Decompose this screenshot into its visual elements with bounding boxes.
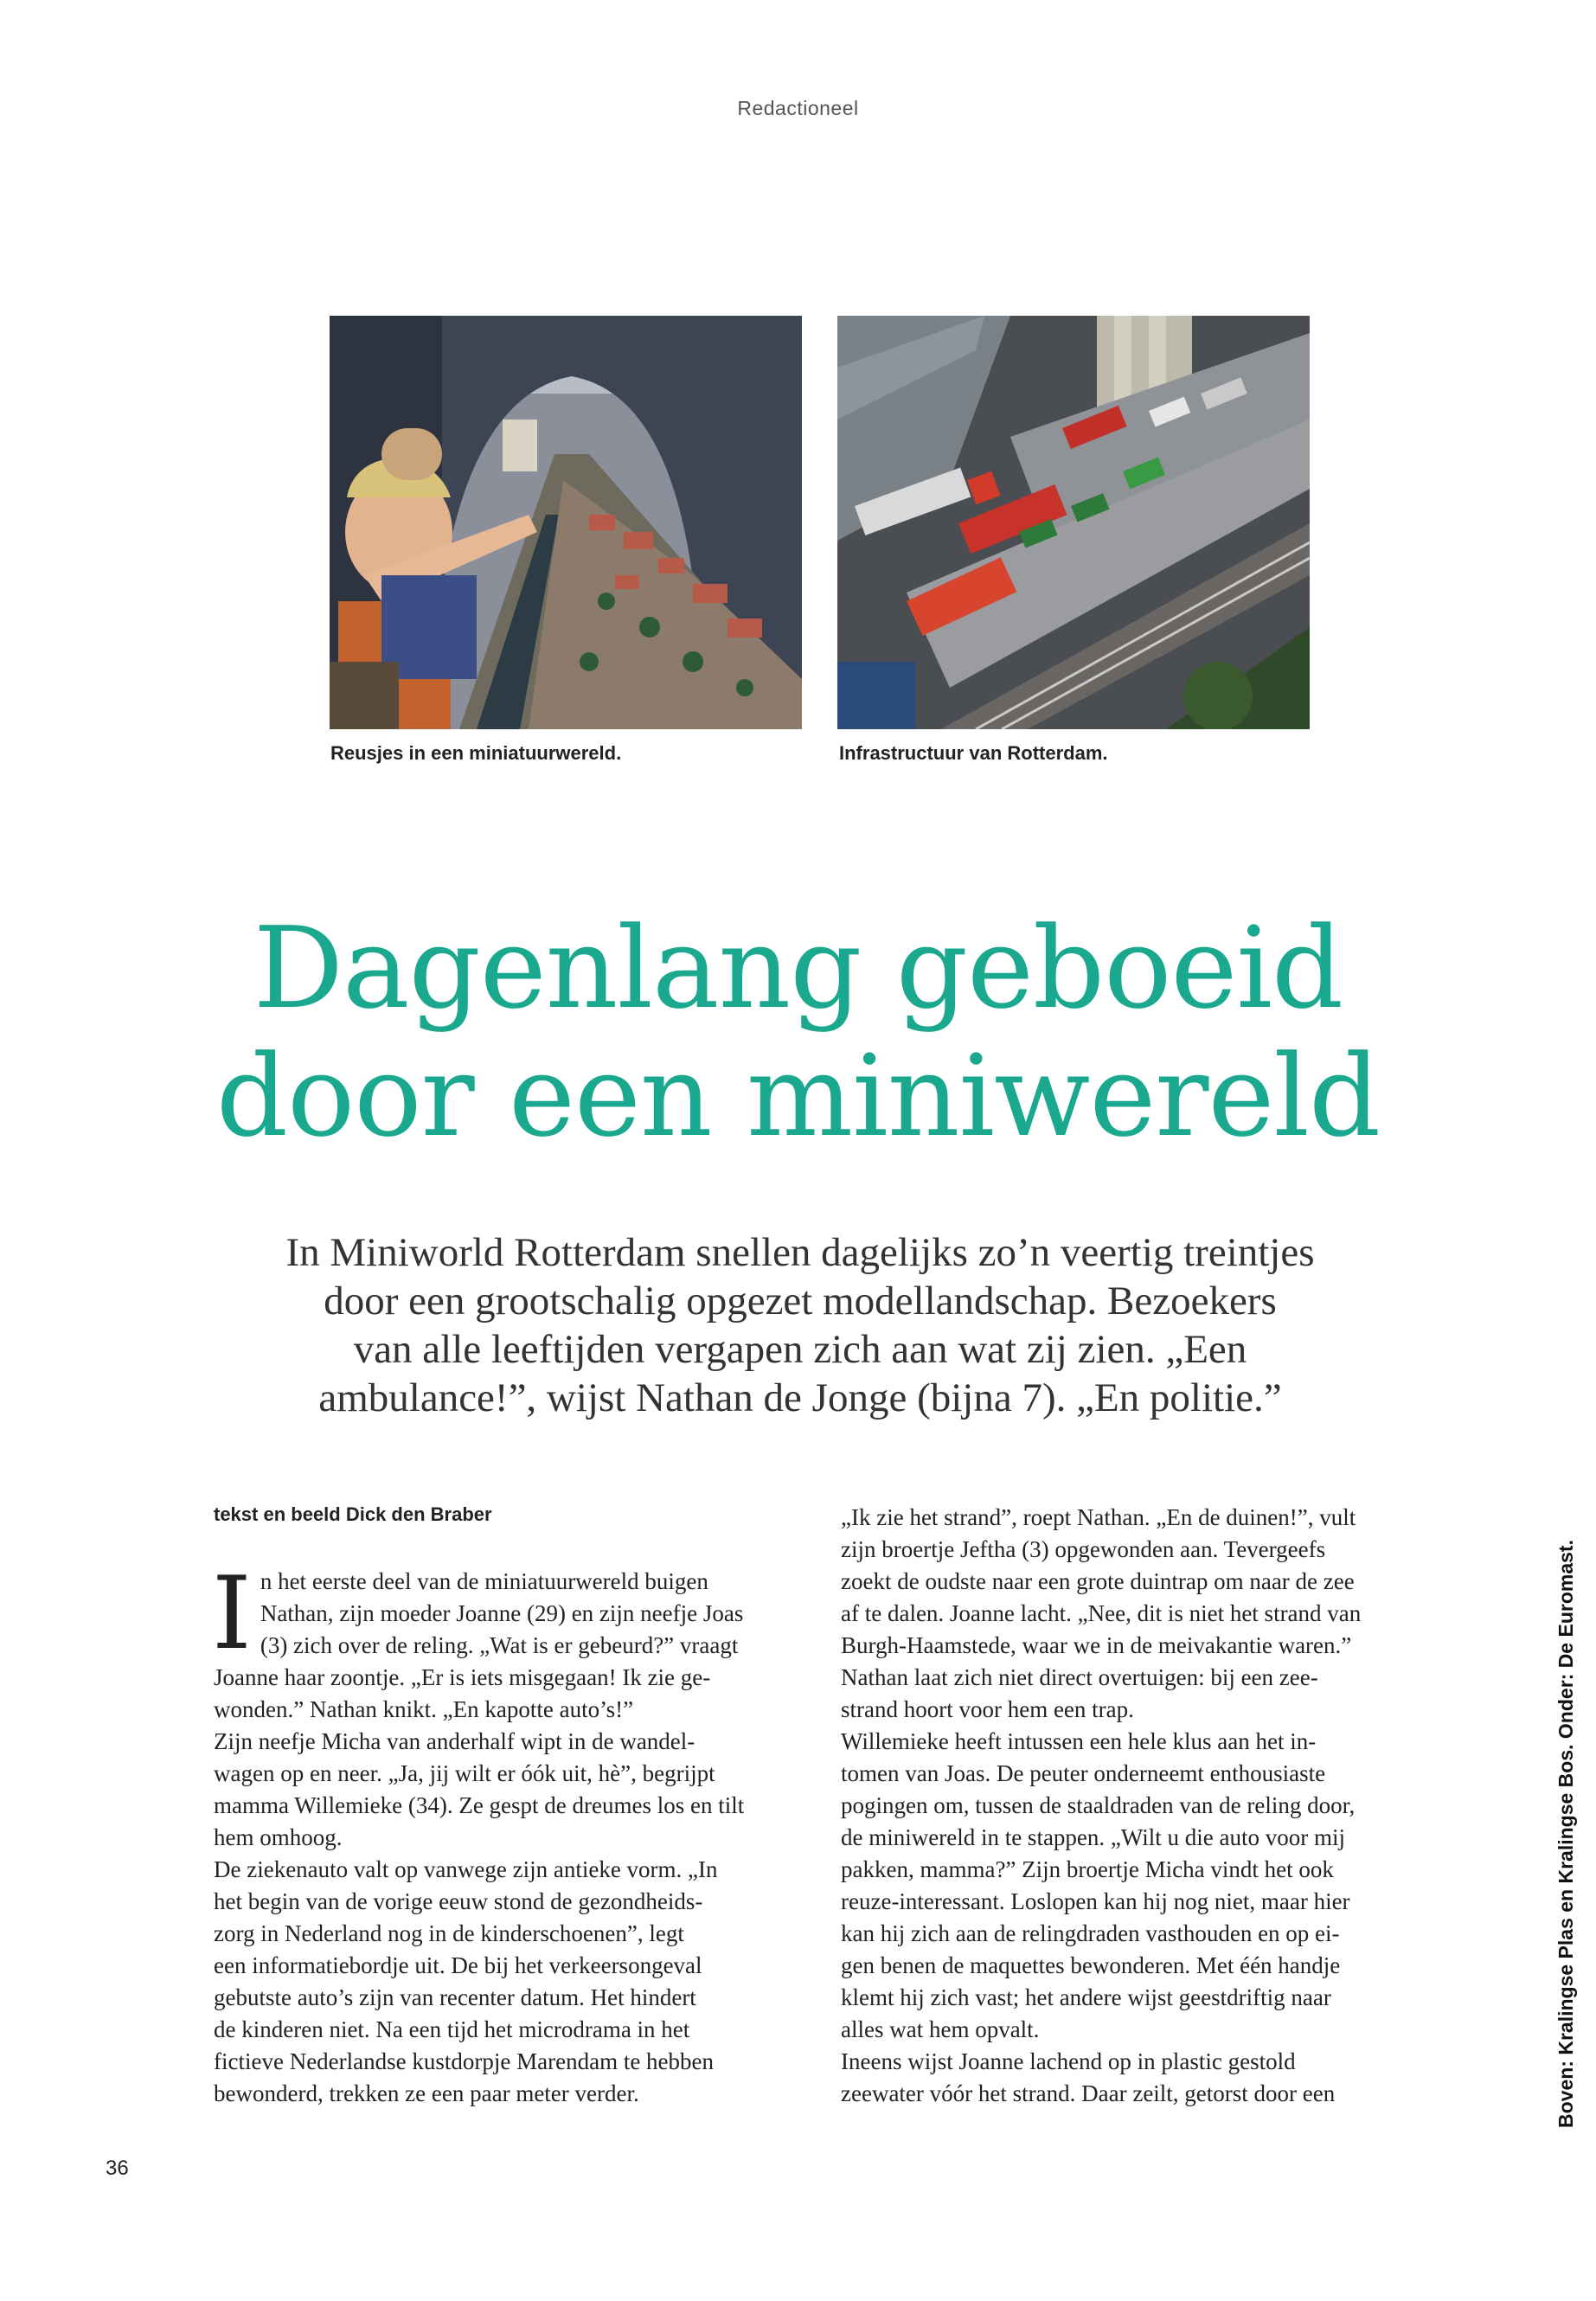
body-line: Willemieke heeft intussen een hele klus aan het in- [841, 1728, 1317, 1754]
body-line: Nathan, zijn moeder Joanne (29) en zijn neefje Joas [260, 1600, 744, 1626]
body-line: het begin van de vorige eeuw stond de gezondheids- [214, 1888, 703, 1914]
body-line: zijn broertje Jeftha (3) opgewonden aan. Tevergeefs [841, 1536, 1326, 1562]
body-line: Ineens wijst Joanne lachend op in plastic gestold [841, 2048, 1296, 2074]
photo-caption-left: Reusjes in een miniatuurwereld. [330, 742, 622, 764]
body-line: een informatiebordje uit. De bij het verkeersongeval [214, 1952, 702, 1978]
page-number: 36 [106, 2157, 129, 2180]
body-line: de kinderen niet. Na een tijd het microdrama in het [214, 2016, 690, 2042]
body-line: De ziekenauto valt op vanwege zijn antieke vorm. „In [214, 1856, 718, 1882]
body-line: de miniwereld in te stappen. „Wilt u die auto voor mij [841, 1824, 1346, 1850]
body-line: klemt hij zich vast; het andere wijst geestdriftig naar [841, 1984, 1331, 2010]
body-line: wagen op en neer. „Ja, jij wilt er óók uit, hè”, begrijpt [214, 1760, 715, 1786]
body-line: strand hoort voor hem een trap. [841, 1696, 1134, 1722]
body-line: (3) zich over de reling. „Wat is er gebeurd?” vraagt [260, 1632, 739, 1658]
photo-children-image [330, 316, 802, 729]
photo-caption-right: Infrastructuur van Rotterdam. [839, 742, 1108, 764]
body-line: zoekt de oudste naar een grote duintrap om naar de zee [841, 1568, 1355, 1594]
body-column-left [212, 1555, 811, 2110]
intro-line: door een grootschalig opgezet modellandschap. Bezoekers [324, 1279, 1277, 1324]
body-line: alles wat hem opvalt. [841, 2016, 1040, 2042]
body-column-right [841, 1502, 1438, 2110]
body-line: Joanne haar zoontje. „Er is iets misgegaan! Ik zie ge- [214, 1664, 711, 1690]
body-line: pakken, mamma?” Zijn broertje Micha vindt het ook [841, 1856, 1334, 1882]
body-line: reuze-interessant. Loslopen kan hij nog niet, maar hier [841, 1888, 1350, 1914]
intro-line: In Miniworld Rotterdam snellen dagelijks zo’n veertig treintjes [285, 1230, 1315, 1275]
drop-cap: I [212, 1555, 252, 1672]
photo-credit-vertical: Boven: Kralingse Plas en Kralingse Bos. Onder: De Euromast. [1554, 1540, 1577, 2128]
body-line: fictieve Nederlandse kustdorpje Marendam te hebben [214, 2048, 715, 2074]
body-line: gebutste auto’s zijn van recenter datum. Het hindert [214, 1984, 696, 2010]
photo-infrastructure-image [837, 316, 1310, 729]
body-line: pogingen om, tussen de staaldraden van de reling door, [841, 1792, 1356, 1818]
body-line: Nathan laat zich niet direct overtuigen: bij een zee- [841, 1664, 1318, 1690]
body-line: „Ik zie het strand”, roept Nathan. „En de duinen!”, vult [841, 1504, 1356, 1530]
photo-children-miniature [330, 316, 802, 729]
body-line: n het eerste deel van de miniatuurwereld buigen [260, 1568, 708, 1594]
intro-line: ambulance!”, wijst Nathan de Jonge (bijna 7). „En politie.” [318, 1375, 1282, 1420]
body-line: gen benen de maquettes bewonderen. Met één handje [841, 1952, 1341, 1978]
body-line: af te dalen. Joanne lacht. „Nee, dit is niet het strand van [841, 1600, 1362, 1626]
headline-line-2: door een miniwereld [215, 1030, 1381, 1162]
body-line: mamma Willemieke (34). Ze gespt de dreumes los en tilt [214, 1792, 745, 1818]
body-line: wonden.” Nathan knikt. „En kapotte auto’s!” [214, 1696, 634, 1722]
intro-paragraph [225, 1228, 1375, 1422]
body-line: kan hij zich aan de relingdraden vasthouden en op ei- [841, 1920, 1340, 1946]
headline-line-1: Dagenlang geboeid [253, 902, 1343, 1034]
body-line: bewonderd, trekken ze een paar meter verder. [214, 2080, 639, 2106]
section-label: Redactioneel [737, 97, 859, 119]
body-line: hem omhoog. [214, 1824, 343, 1850]
headline [0, 904, 1596, 1160]
intro-line: van alle leeftijden vergapen zich aan wat zij zien. „Een [353, 1327, 1247, 1372]
body-line: Burgh-Haamstede, waar we in de meivakantie waren.” [841, 1632, 1352, 1658]
body-line: Zijn neefje Micha van anderhalf wipt in de wandel- [214, 1728, 695, 1754]
photo-rotterdam-infrastructure [837, 316, 1310, 729]
byline: tekst en beeld Dick den Braber [214, 1503, 492, 1525]
body-line: zeewater vóór het strand. Daar zeilt, getorst door een [841, 2080, 1336, 2106]
body-line: tomen van Joas. De peuter onderneemt enthousiaste [841, 1760, 1326, 1786]
body-line: zorg in Nederland nog in de kinderschoenen”, legt [214, 1920, 684, 1946]
